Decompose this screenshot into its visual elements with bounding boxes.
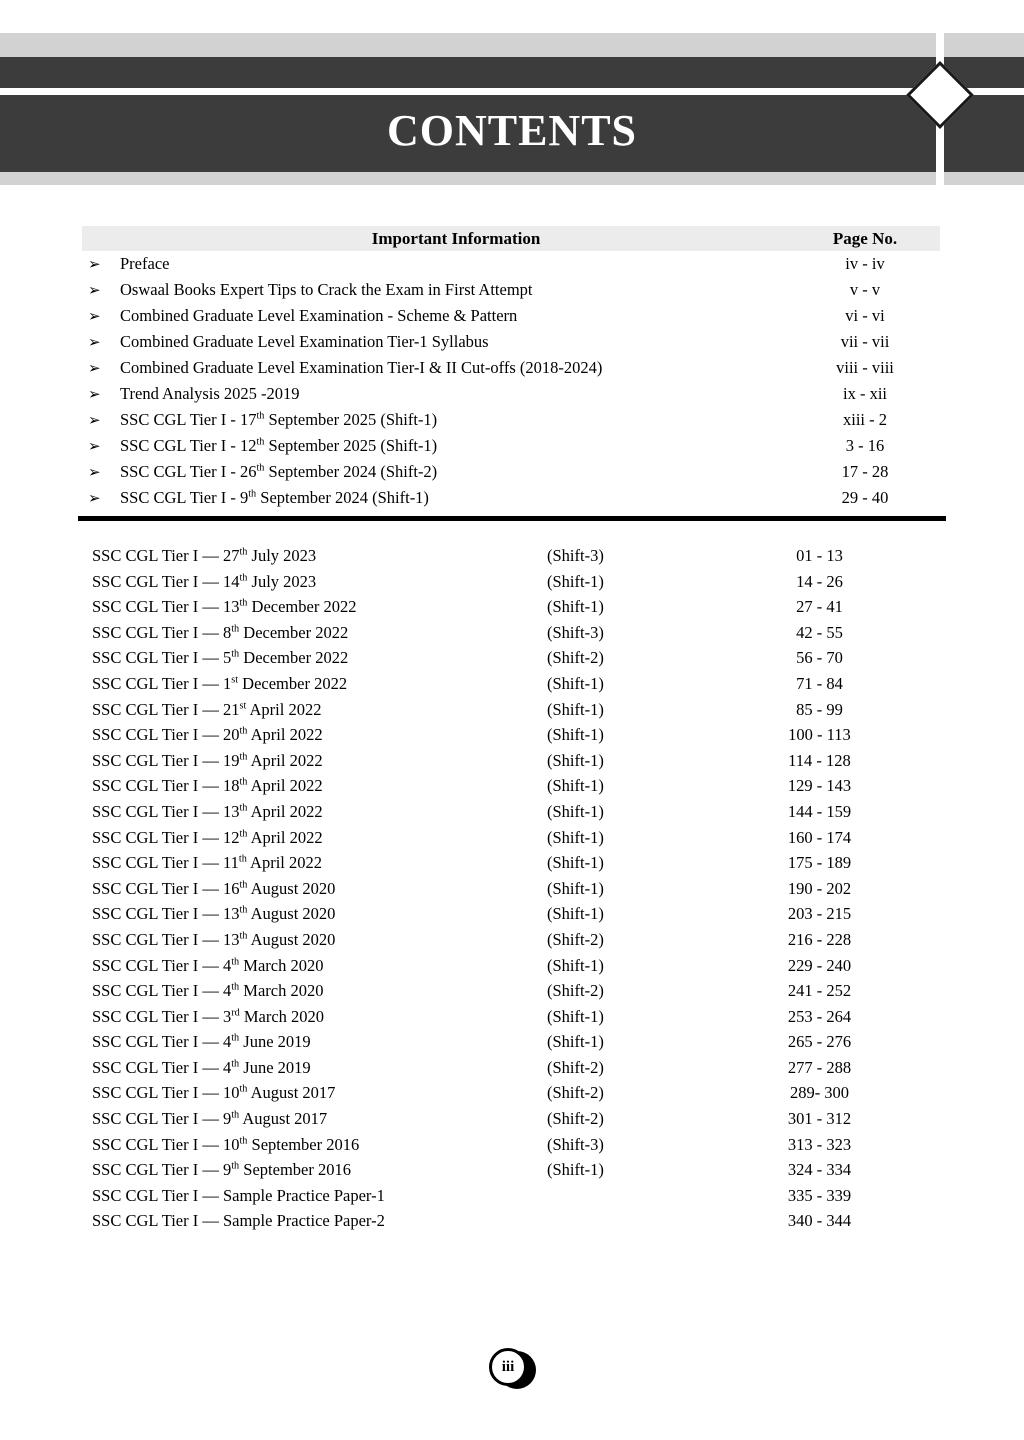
- paper-list-row[interactable]: [92, 1132, 912, 1158]
- arrow-bullet-icon: ➢: [88, 491, 101, 507]
- paper-list-row[interactable]: [92, 569, 912, 595]
- banner-dark-strip-top: [0, 57, 1024, 88]
- paper-title: SSC CGL Tier I — 16th August 2020: [92, 878, 336, 898]
- paper-list-row[interactable]: [92, 671, 912, 697]
- info-row-label: Combined Graduate Level Examination - Scheme & Pattern: [120, 306, 518, 325]
- paper-title: SSC CGL Tier I — 5th December 2022: [92, 648, 349, 668]
- paper-list: [92, 543, 912, 1234]
- paper-page-range: 175 - 189: [787, 853, 852, 873]
- paper-title: SSC CGL Tier I — 13th December 2022: [92, 597, 357, 617]
- paper-title: SSC CGL Tier I — 3rd March 2020: [92, 1006, 325, 1026]
- paper-shift: (Shift-2): [547, 648, 604, 668]
- info-table-row[interactable]: [82, 329, 940, 355]
- paper-shift: (Shift-1): [547, 904, 604, 924]
- info-row-page-range: viii - viii: [836, 358, 894, 377]
- page-title: CONTENTS: [386, 106, 638, 155]
- paper-page-range: 144 - 159: [787, 801, 852, 821]
- arrow-bullet-icon: ➢: [88, 283, 101, 299]
- paper-shift: (Shift-1): [547, 776, 604, 796]
- arrow-bullet-icon: ➢: [88, 439, 101, 455]
- info-row-label: Oswaal Books Expert Tips to Crack the Exam in First Attempt: [120, 280, 533, 299]
- paper-list-row[interactable]: [92, 825, 912, 851]
- paper-title: SSC CGL Tier I — 9th September 2016: [92, 1160, 351, 1180]
- paper-list-row[interactable]: [92, 901, 912, 927]
- paper-list-row[interactable]: [92, 978, 912, 1004]
- paper-page-range: 129 - 143: [787, 776, 852, 796]
- paper-list-row[interactable]: [92, 1055, 912, 1081]
- info-row-page-range: xiii - 2: [843, 410, 887, 429]
- info-row-label: SSC CGL Tier I - 17th September 2025 (Shift-1): [120, 410, 438, 429]
- paper-shift: (Shift-2): [547, 1057, 604, 1077]
- paper-page-range: 160 - 174: [787, 827, 852, 847]
- paper-title: SSC CGL Tier I — 4th March 2020: [92, 955, 324, 975]
- paper-title: SSC CGL Tier I — 11th April 2022: [92, 853, 322, 873]
- paper-page-range: 265 - 276: [787, 1032, 852, 1052]
- paper-shift: (Shift-1): [547, 597, 604, 617]
- paper-title: SSC CGL Tier I — 13th August 2020: [92, 904, 336, 924]
- paper-page-range: 42 - 55: [796, 622, 843, 642]
- info-row-page-range: 3 - 16: [845, 436, 885, 455]
- info-column-header-title: Important Information: [371, 228, 541, 248]
- paper-shift: (Shift-3): [547, 546, 604, 565]
- info-row-page-range: vi - vi: [845, 306, 885, 325]
- paper-shift: (Shift-1): [547, 1160, 604, 1180]
- arrow-bullet-icon: ➢: [88, 309, 101, 325]
- important-information-table: [82, 226, 940, 511]
- info-table-row[interactable]: [82, 459, 940, 485]
- paper-shift: (Shift-3): [547, 622, 604, 642]
- info-row-label: Combined Graduate Level Examination Tier-1 Syllabus: [120, 332, 489, 351]
- paper-title: SSC CGL Tier I — 13th August 2020: [92, 929, 336, 949]
- paper-title: SSC CGL Tier I — 18th April 2022: [92, 776, 323, 796]
- info-row-page-range: ix - xii: [843, 384, 887, 403]
- info-row-label: Trend Analysis 2025 -2019: [120, 384, 300, 403]
- paper-list-row[interactable]: [92, 1029, 912, 1055]
- paper-page-range: 100 - 113: [788, 725, 851, 745]
- info-row-page-range: v - v: [849, 280, 881, 299]
- paper-shift: (Shift-3): [547, 1134, 604, 1154]
- arrow-bullet-icon: ➢: [88, 257, 101, 273]
- info-table-row[interactable]: [82, 251, 940, 277]
- paper-shift: (Shift-1): [547, 853, 604, 873]
- badge-page-number: iii: [489, 1348, 527, 1386]
- info-table-row[interactable]: [82, 433, 940, 459]
- info-table-header-row: [82, 226, 940, 251]
- page-header-banner: [0, 0, 1024, 180]
- paper-list-row[interactable]: [92, 953, 912, 979]
- paper-list-row[interactable]: [92, 850, 912, 876]
- paper-shift: (Shift-2): [547, 1083, 604, 1103]
- paper-list-row[interactable]: [92, 773, 912, 799]
- paper-shift: (Shift-1): [547, 750, 604, 770]
- paper-title: SSC CGL Tier I — 21st April 2022: [92, 699, 322, 719]
- info-rows-container: [82, 251, 940, 511]
- paper-list-row[interactable]: [92, 748, 912, 774]
- paper-title: SSC CGL Tier I — 27th July 2023: [92, 546, 317, 565]
- paper-title: SSC CGL Tier I — Sample Practice Paper-2: [92, 1211, 385, 1231]
- arrow-bullet-icon: ➢: [88, 387, 101, 403]
- paper-list-row[interactable]: [92, 620, 912, 646]
- info-table-row[interactable]: [82, 381, 940, 407]
- paper-shift: (Shift-2): [547, 1109, 604, 1129]
- paper-list-row[interactable]: [92, 1004, 912, 1030]
- arrow-bullet-icon: ➢: [88, 413, 101, 429]
- info-table-row[interactable]: [82, 407, 940, 433]
- paper-list-row[interactable]: [92, 543, 912, 569]
- paper-shift: (Shift-1): [547, 725, 604, 745]
- paper-title: SSC CGL Tier I — 8th December 2022: [92, 622, 349, 642]
- info-row-label: Combined Graduate Level Examination Tier-I & II Cut-offs (2018-2024): [120, 358, 603, 377]
- paper-page-range: 56 - 70: [796, 648, 843, 668]
- paper-page-range: 190 - 202: [787, 878, 852, 898]
- paper-list-row[interactable]: [92, 697, 912, 723]
- paper-shift: (Shift-1): [547, 1006, 604, 1026]
- paper-page-range: 114 - 128: [788, 750, 851, 770]
- paper-list-row[interactable]: [92, 1208, 912, 1234]
- section-divider: [78, 516, 946, 521]
- paper-shift: (Shift-1): [547, 1032, 604, 1052]
- banner-white-gap: [0, 88, 1024, 95]
- info-table-row[interactable]: [82, 485, 940, 511]
- paper-page-range: 203 - 215: [787, 904, 852, 924]
- paper-title: SSC CGL Tier I — 13th April 2022: [92, 801, 323, 821]
- paper-title: SSC CGL Tier I — 19th April 2022: [92, 750, 323, 770]
- paper-shift: (Shift-2): [547, 981, 604, 1001]
- page-number-badge: [489, 1348, 537, 1392]
- paper-page-range: 27 - 41: [796, 597, 843, 617]
- info-column-header-page: Page No.: [832, 228, 898, 248]
- paper-shift: (Shift-2): [547, 929, 604, 949]
- info-row-label: SSC CGL Tier I - 9th September 2024 (Shift-1): [120, 488, 429, 507]
- paper-page-range: 85 - 99: [796, 699, 843, 719]
- paper-title: SSC CGL Tier I — 10th August 2017: [92, 1083, 336, 1103]
- paper-title: SSC CGL Tier I — 4th June 2019: [92, 1057, 311, 1077]
- info-row-page-range: 29 - 40: [841, 488, 889, 507]
- paper-page-range: 335 - 339: [787, 1185, 852, 1205]
- paper-page-range: 253 - 264: [787, 1006, 852, 1026]
- paper-list-row[interactable]: [92, 1157, 912, 1183]
- info-table-row[interactable]: [82, 277, 940, 303]
- paper-title: SSC CGL Tier I — 10th September 2016: [92, 1134, 360, 1154]
- paper-title: SSC CGL Tier I — 12th April 2022: [92, 827, 323, 847]
- info-row-label: Preface: [120, 254, 170, 273]
- paper-page-range: 229 - 240: [787, 955, 852, 975]
- banner-gray-strip-top: [0, 33, 1024, 57]
- paper-shift: (Shift-1): [547, 571, 604, 591]
- paper-list-row[interactable]: [92, 594, 912, 620]
- paper-shift: (Shift-1): [547, 673, 604, 693]
- info-row-page-range: 17 - 28: [841, 462, 889, 481]
- paper-title: SSC CGL Tier I — 9th August 2017: [92, 1109, 328, 1129]
- paper-shift: (Shift-1): [547, 955, 604, 975]
- paper-page-range: 313 - 323: [787, 1134, 852, 1154]
- arrow-bullet-icon: ➢: [88, 335, 101, 351]
- info-row-label: SSC CGL Tier I - 26th September 2024 (Shift-2): [120, 462, 438, 481]
- paper-shift: (Shift-1): [547, 827, 604, 847]
- paper-page-range: 301 - 312: [787, 1109, 852, 1129]
- paper-shift: (Shift-1): [547, 699, 604, 719]
- paper-title: SSC CGL Tier I — 4th June 2019: [92, 1032, 311, 1052]
- paper-shift: (Shift-1): [547, 801, 604, 821]
- paper-page-range: 340 - 344: [787, 1211, 852, 1231]
- paper-list-row[interactable]: [92, 1183, 912, 1209]
- paper-shift: (Shift-1): [547, 878, 604, 898]
- info-row-page-range: vii - vii: [840, 332, 890, 351]
- paper-page-range: 289- 300: [789, 1083, 850, 1103]
- info-table-row[interactable]: [82, 355, 940, 381]
- banner-gray-strip-bottom: [0, 172, 1024, 185]
- info-row-label: SSC CGL Tier I - 12th September 2025 (Shift-1): [120, 436, 438, 455]
- info-row-page-range: iv - iv: [845, 254, 885, 273]
- info-table-row[interactable]: [82, 303, 940, 329]
- paper-page-range: 277 - 288: [787, 1057, 852, 1077]
- paper-page-range: 01 - 13: [796, 546, 843, 565]
- paper-list-row[interactable]: [92, 645, 912, 671]
- paper-list-row[interactable]: [92, 799, 912, 825]
- arrow-bullet-icon: ➢: [88, 465, 101, 481]
- paper-title: SSC CGL Tier I — 14th July 2023: [92, 571, 317, 591]
- paper-page-range: 14 - 26: [796, 571, 843, 591]
- paper-page-range: 216 - 228: [787, 929, 852, 949]
- paper-page-range: 241 - 252: [787, 981, 852, 1001]
- paper-title: SSC CGL Tier I — 1st December 2022: [92, 673, 348, 693]
- paper-page-range: 324 - 334: [787, 1160, 852, 1180]
- paper-title: SSC CGL Tier I — Sample Practice Paper-1: [92, 1185, 385, 1205]
- paper-list-row[interactable]: [92, 1106, 912, 1132]
- paper-list-row[interactable]: [92, 722, 912, 748]
- paper-list-row[interactable]: [92, 927, 912, 953]
- paper-page-range: 71 - 84: [796, 673, 843, 693]
- paper-title: SSC CGL Tier I — 20th April 2022: [92, 725, 323, 745]
- arrow-bullet-icon: ➢: [88, 361, 101, 377]
- paper-list-row[interactable]: [92, 1080, 912, 1106]
- paper-list-row[interactable]: [92, 876, 912, 902]
- paper-title: SSC CGL Tier I — 4th March 2020: [92, 981, 324, 1001]
